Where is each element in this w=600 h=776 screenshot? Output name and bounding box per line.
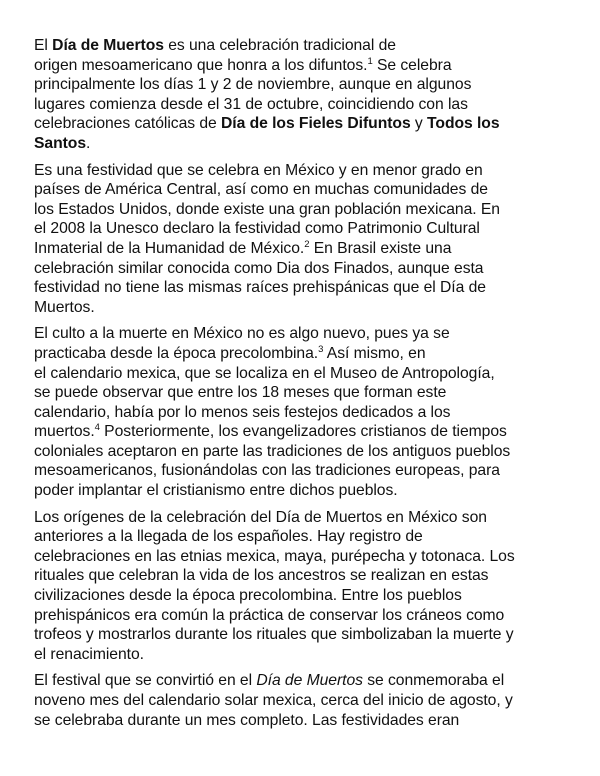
text-line xyxy=(34,239,574,259)
text-line xyxy=(34,711,574,731)
footnote-ref[interactable]: 2 xyxy=(304,238,310,250)
text-run: poder implantar el cristianismo entre dichos pueblos. xyxy=(34,482,398,500)
text-line xyxy=(34,75,574,95)
bold-text: Todos los xyxy=(427,115,500,133)
text-line xyxy=(34,56,574,76)
text-line xyxy=(34,547,574,567)
text-run: trofeos y mostrarlos durante los rituales que simbolizaban la muerte y xyxy=(34,626,514,644)
paragraph xyxy=(34,671,574,730)
text-line xyxy=(34,403,574,423)
text-run: países de América Central, así como en muchas comunidades de xyxy=(34,181,488,199)
text-line xyxy=(34,566,574,586)
text-line xyxy=(34,259,574,279)
text-run: anteriores a la llegada de los españoles. Hay registro de xyxy=(34,528,423,546)
text-run: principalmente los días 1 y 2 de noviembre, aunque en algunos xyxy=(34,76,472,94)
text-line xyxy=(34,114,574,134)
text-line xyxy=(34,36,574,56)
text-run: el renacimiento. xyxy=(34,645,144,663)
text-run: prehispánicos era común la práctica de conservar los cráneos como xyxy=(34,606,505,624)
text-line xyxy=(34,219,574,239)
footnote-ref[interactable]: 1 xyxy=(367,55,373,67)
text-line xyxy=(34,422,574,442)
text-run: El festival que se convirtió en el xyxy=(34,672,257,690)
text-run: Los orígenes de la celebración del Día de Muertos en México son xyxy=(34,508,487,526)
text-line xyxy=(34,508,574,528)
text-line xyxy=(34,324,574,344)
text-run: Es una festividad que se celebra en México y en menor grado en xyxy=(34,161,483,179)
text-line xyxy=(34,586,574,606)
text-run: Así mismo, en xyxy=(323,344,426,362)
bold-text: Día de Muertos xyxy=(52,37,164,54)
text-line xyxy=(34,383,574,403)
text-run: El xyxy=(34,37,53,54)
text-run: origen mesoamericano que honra a los difuntos. xyxy=(34,56,368,74)
text-line xyxy=(34,481,574,501)
footnote-ref[interactable]: 4 xyxy=(94,422,100,434)
text-line xyxy=(34,278,574,298)
text-run: Posteriormente, los evangelizadores cristianos de tiempos xyxy=(99,423,507,441)
text-line xyxy=(34,606,574,626)
text-run: rituales que celebran la vida de los ancestros se realizan en estas xyxy=(34,567,489,585)
text-run: se celebraba durante un mes completo. Las festividades eran xyxy=(34,711,460,729)
paragraph xyxy=(34,36,574,154)
text-run: coloniales aceptaron en parte las tradiciones de los antiguos pueblos xyxy=(34,442,511,460)
text-run: el 2008 la Unesco declaro la festividad como Patrimonio Cultural xyxy=(34,220,480,238)
text-run: El culto a la muerte en México no es algo nuevo, pues ya se xyxy=(34,325,450,343)
text-line xyxy=(34,298,574,318)
text-line xyxy=(34,461,574,481)
text-run: Inmaterial de la Humanidad de México. xyxy=(34,239,305,257)
document-page xyxy=(34,36,574,737)
footnote-ref[interactable]: 3 xyxy=(318,343,324,355)
text-line xyxy=(34,161,574,181)
text-run: noveno mes del calendario solar mexica, cerca del inicio de agosto, y xyxy=(34,692,513,709)
paragraph xyxy=(34,324,574,500)
bold-text: Día de los Fieles Difuntos xyxy=(221,115,411,133)
text-line xyxy=(34,691,574,711)
text-run: celebración similar conocida como Dia dos Finados, aunque esta xyxy=(34,259,484,277)
text-run: civilizaciones desde la época precolombina. Entre los pueblos xyxy=(34,587,462,605)
text-run: celebraciones en las etnias mexica, maya, purépecha y totonaca. Los xyxy=(34,547,515,565)
text-line xyxy=(34,344,574,364)
text-line xyxy=(34,95,574,115)
text-run: los Estados Unidos, donde existe una gran población mexicana. En xyxy=(34,200,500,218)
text-line xyxy=(34,671,574,691)
text-run: mesoamericanos, fusionándolas con las tradiciones europeas, para xyxy=(34,462,500,480)
text-run: calendario, había por lo menos seis festejos dedicados a los xyxy=(34,403,451,421)
text-run: festividad no tiene las mismas raíces prehispánicas que el Día de xyxy=(34,279,486,297)
text-line xyxy=(34,442,574,462)
text-run: Muertos. xyxy=(34,298,95,316)
italic-text: Día de Muertos xyxy=(256,672,363,690)
text-run: Se celebra xyxy=(372,56,452,74)
text-line xyxy=(34,134,574,154)
text-run: practicaba desde la época precolombina. xyxy=(34,344,319,362)
bold-text: Santos xyxy=(34,134,87,152)
text-run: se puede observar que entre los 18 meses que forman este xyxy=(34,384,447,402)
text-line xyxy=(34,625,574,645)
text-line xyxy=(34,645,574,665)
text-run: muertos. xyxy=(34,423,95,441)
text-run: es una celebración tradicional de xyxy=(163,37,396,54)
text-run: el calendario mexica, que se localiza en el Museo de Antropología, xyxy=(34,364,495,382)
text-line xyxy=(34,527,574,547)
text-run: y xyxy=(410,115,428,133)
text-line xyxy=(34,364,574,384)
text-run: En Brasil existe una xyxy=(309,239,452,257)
text-run: se conmemoraba el xyxy=(362,672,505,690)
text-line xyxy=(34,180,574,200)
paragraph xyxy=(34,161,574,318)
paragraph xyxy=(34,508,574,665)
text-run: . xyxy=(86,134,91,152)
text-line xyxy=(34,200,574,220)
text-run: celebraciones católicas de xyxy=(34,115,222,133)
text-run: lugares comienza desde el 31 de octubre, coincidiendo con las xyxy=(34,95,468,113)
